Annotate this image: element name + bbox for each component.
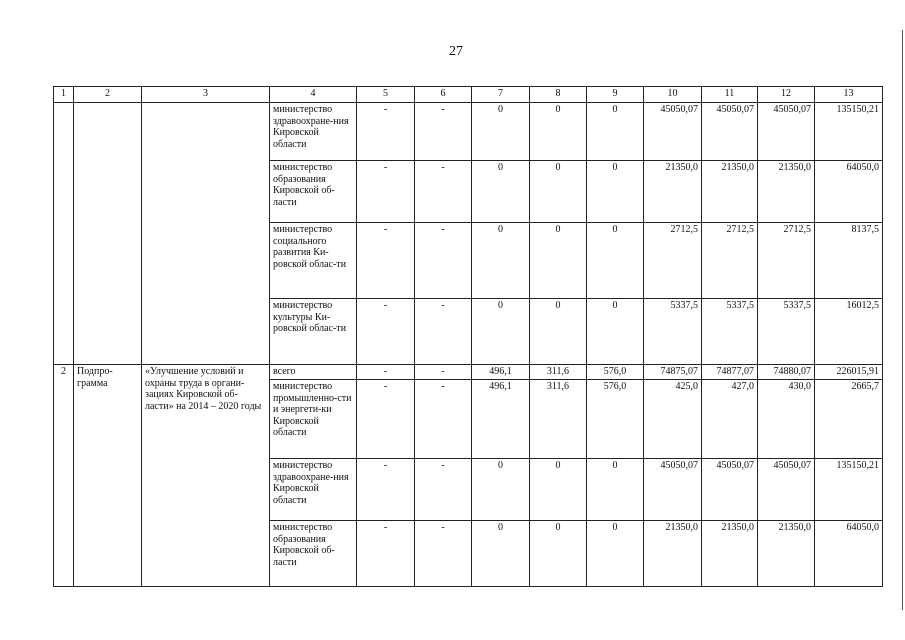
- value-cell: 74875,07: [644, 365, 702, 380]
- executor-cell: министерство социального развития Ки-ровской облас-ти: [270, 223, 357, 299]
- value-cell: -: [357, 365, 415, 380]
- value-cell: 64050,0: [815, 161, 883, 223]
- subprogram-name: «Улучшение условий и охраны труда в органи-зациях Кировской об-ласти» на 2014 – 2020 годы: [142, 365, 270, 587]
- value-cell: -: [357, 459, 415, 521]
- type-cell-empty: [74, 103, 142, 365]
- value-cell: 0: [472, 299, 530, 365]
- value-cell: 21350,0: [702, 161, 758, 223]
- num-cell-empty: [54, 103, 74, 365]
- value-cell: 0: [587, 223, 644, 299]
- value-cell: 135150,21: [815, 103, 883, 161]
- header-cell: 4: [270, 87, 357, 103]
- value-cell: 2712,5: [644, 223, 702, 299]
- executor-cell: министерство культуры Ки-ровской облас-ти: [270, 299, 357, 365]
- page-number: 27: [449, 44, 463, 59]
- value-cell: 576,0: [587, 380, 644, 459]
- value-cell: 0: [472, 161, 530, 223]
- value-cell: 311,6: [530, 365, 587, 380]
- value-cell: 64050,0: [815, 521, 883, 587]
- header-cell: 11: [702, 87, 758, 103]
- value-cell: -: [415, 365, 472, 380]
- value-cell: 21350,0: [758, 521, 815, 587]
- value-cell: 0: [530, 103, 587, 161]
- executor-cell: министерство промышленно-сти и энергети-ки Кировской области: [270, 380, 357, 459]
- executor-cell: министерство здравоохране-ния Кировской области: [270, 459, 357, 521]
- budget-table: [53, 86, 883, 587]
- value-cell: 0: [530, 223, 587, 299]
- value-cell: -: [415, 380, 472, 459]
- subprogram-type: Подпро-грамма: [74, 365, 142, 587]
- value-cell: -: [415, 161, 472, 223]
- value-cell: 2712,5: [702, 223, 758, 299]
- header-cell: 3: [142, 87, 270, 103]
- executor-cell: министерство образования Кировской об-ласти: [270, 161, 357, 223]
- value-cell: 8137,5: [815, 223, 883, 299]
- value-cell: 2665,7: [815, 380, 883, 459]
- value-cell: 0: [587, 521, 644, 587]
- executor-cell: министерство здравоохране-ния Кировской области: [270, 103, 357, 161]
- name-cell-empty: [142, 103, 270, 365]
- header-cell: 12: [758, 87, 815, 103]
- executor-cell: всего: [270, 365, 357, 380]
- header-cell: 10: [644, 87, 702, 103]
- header-cell: 8: [530, 87, 587, 103]
- header-cell: 2: [74, 87, 142, 103]
- value-cell: 0: [472, 103, 530, 161]
- header-cell: 13: [815, 87, 883, 103]
- value-cell: 45050,07: [758, 103, 815, 161]
- value-cell: 496,1: [472, 365, 530, 380]
- value-cell: 0: [530, 459, 587, 521]
- header-row: [54, 87, 883, 103]
- value-cell: 16012,5: [815, 299, 883, 365]
- value-cell: 0: [587, 103, 644, 161]
- header-cell: 1: [54, 87, 74, 103]
- value-cell: 0: [530, 161, 587, 223]
- value-cell: 74877,07: [702, 365, 758, 380]
- row-number: 2: [54, 365, 74, 587]
- value-cell: 45050,07: [644, 103, 702, 161]
- value-cell: 45050,07: [702, 103, 758, 161]
- value-cell: -: [357, 380, 415, 459]
- header-cell: 6: [415, 87, 472, 103]
- value-cell: 5337,5: [644, 299, 702, 365]
- value-cell: 0: [587, 299, 644, 365]
- value-cell: 0: [472, 223, 530, 299]
- value-cell: -: [415, 103, 472, 161]
- header-cell: 9: [587, 87, 644, 103]
- value-cell: 21350,0: [644, 161, 702, 223]
- value-cell: 21350,0: [758, 161, 815, 223]
- table-row: [54, 365, 883, 380]
- value-cell: -: [357, 161, 415, 223]
- value-cell: 0: [530, 521, 587, 587]
- value-cell: 0: [587, 459, 644, 521]
- value-cell: -: [357, 521, 415, 587]
- executor-cell: министерство образования Кировской об-ласти: [270, 521, 357, 587]
- header-cell: 5: [357, 87, 415, 103]
- value-cell: 576,0: [587, 365, 644, 380]
- value-cell: 0: [530, 299, 587, 365]
- value-cell: 0: [472, 521, 530, 587]
- header-cell: 7: [472, 87, 530, 103]
- value-cell: 21350,0: [644, 521, 702, 587]
- value-cell: 135150,21: [815, 459, 883, 521]
- value-cell: 74880,07: [758, 365, 815, 380]
- value-cell: 45050,07: [758, 459, 815, 521]
- value-cell: 45050,07: [644, 459, 702, 521]
- value-cell: 430,0: [758, 380, 815, 459]
- value-cell: 496,1: [472, 380, 530, 459]
- value-cell: -: [415, 459, 472, 521]
- value-cell: 0: [472, 459, 530, 521]
- value-cell: 2712,5: [758, 223, 815, 299]
- value-cell: 427,0: [702, 380, 758, 459]
- value-cell: 226015,91: [815, 365, 883, 380]
- value-cell: 425,0: [644, 380, 702, 459]
- value-cell: -: [357, 299, 415, 365]
- value-cell: -: [357, 103, 415, 161]
- value-cell: 45050,07: [702, 459, 758, 521]
- value-cell: -: [415, 299, 472, 365]
- value-cell: -: [415, 521, 472, 587]
- value-cell: -: [415, 223, 472, 299]
- value-cell: 5337,5: [702, 299, 758, 365]
- value-cell: 311,6: [530, 380, 587, 459]
- page-edge-rule: [902, 30, 903, 610]
- value-cell: -: [357, 223, 415, 299]
- value-cell: 5337,5: [758, 299, 815, 365]
- table-row: [54, 103, 883, 161]
- value-cell: 21350,0: [702, 521, 758, 587]
- value-cell: 0: [587, 161, 644, 223]
